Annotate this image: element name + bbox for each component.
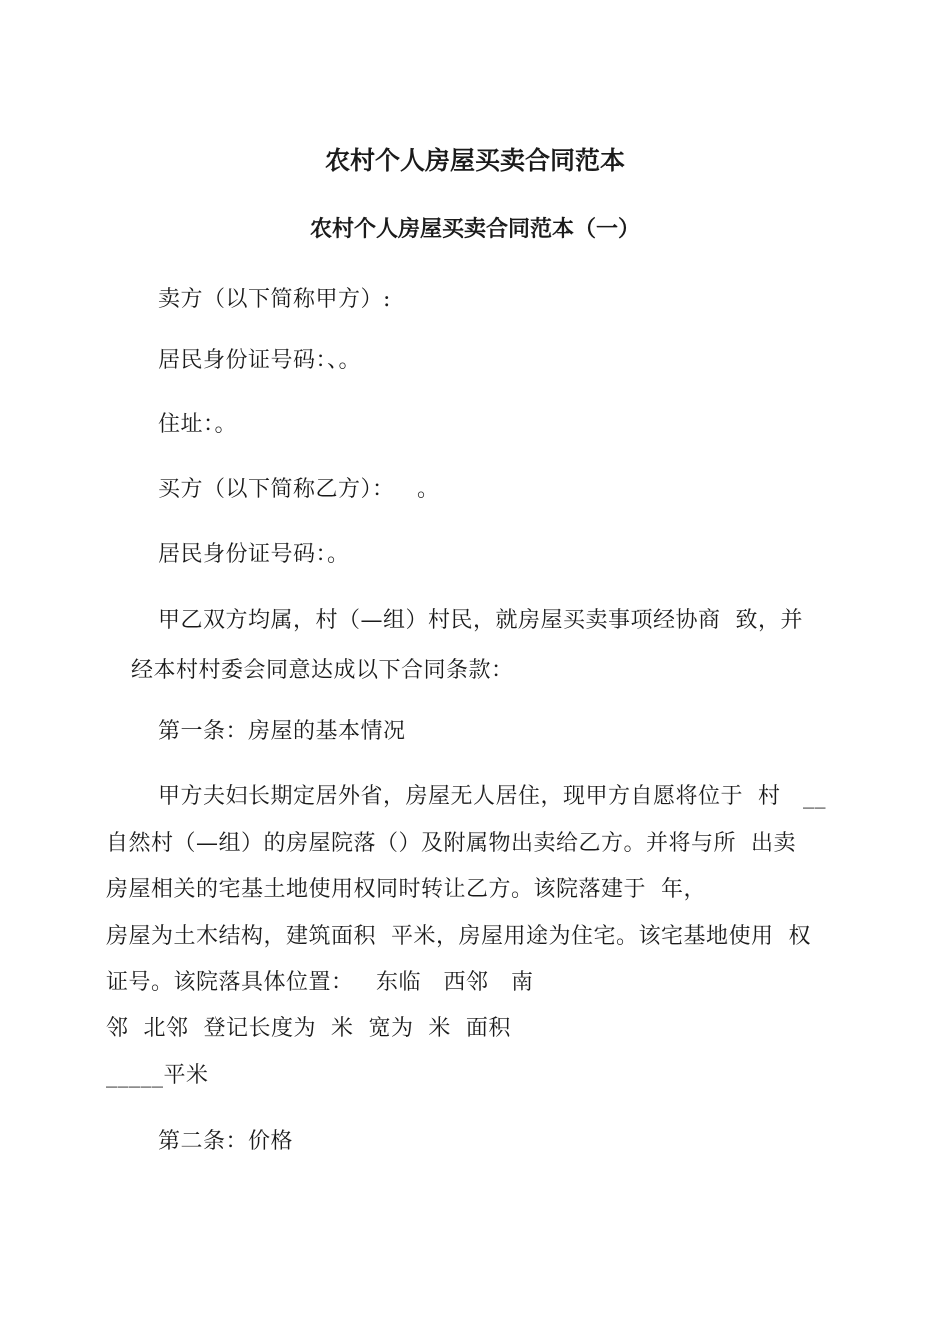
- paragraph-line: 房屋为土木结构，建筑面积 平米，房屋用途为住宅。该宅基地使用 权: [106, 924, 811, 949]
- paragraph-line: 自然村（—组）的房屋院落（）及附属物出卖给乙方。并将与所 出卖: [106, 831, 796, 856]
- paragraph-line: 邻 北邻 登记长度为 米 宽为 米 面积: [106, 1016, 511, 1041]
- paragraph-line: 房屋相关的宅基土地使用权同时转让乙方。该院落建于 年，: [106, 877, 706, 902]
- seller-address-line: 住址：。: [158, 412, 238, 437]
- paragraph-line: 甲乙双方均属，村（—组）村民，就房屋买卖事项经协商 致，并: [158, 608, 803, 633]
- paragraph-line: _____平米: [106, 1063, 209, 1088]
- seller-id-line: 居民身份证号码：、。: [158, 348, 362, 373]
- paragraph-line: 甲方夫妇长期定居外省，房屋无人居住，现甲方自愿将位于 村 __: [158, 784, 826, 809]
- document-title: 农村个人房屋买卖合同范本: [324, 146, 625, 175]
- seller-line: 卖方（以下简称甲方）:: [158, 287, 391, 312]
- article-heading: 第二条：价格: [158, 1129, 294, 1154]
- article-heading: 第一条：房屋的基本情况: [158, 719, 406, 744]
- paragraph-line: 证号。该院落具体位置： 东临 西邻 南: [106, 970, 534, 995]
- paragraph-line: 经本村村委会同意达成以下合同条款：: [131, 658, 514, 683]
- buyer-line: 买方（以下简称乙方）： 。: [158, 477, 440, 502]
- document-subtitle: 农村个人房屋买卖合同范本（一）: [309, 216, 640, 242]
- buyer-id-line: 居民身份证号码：。: [158, 542, 350, 567]
